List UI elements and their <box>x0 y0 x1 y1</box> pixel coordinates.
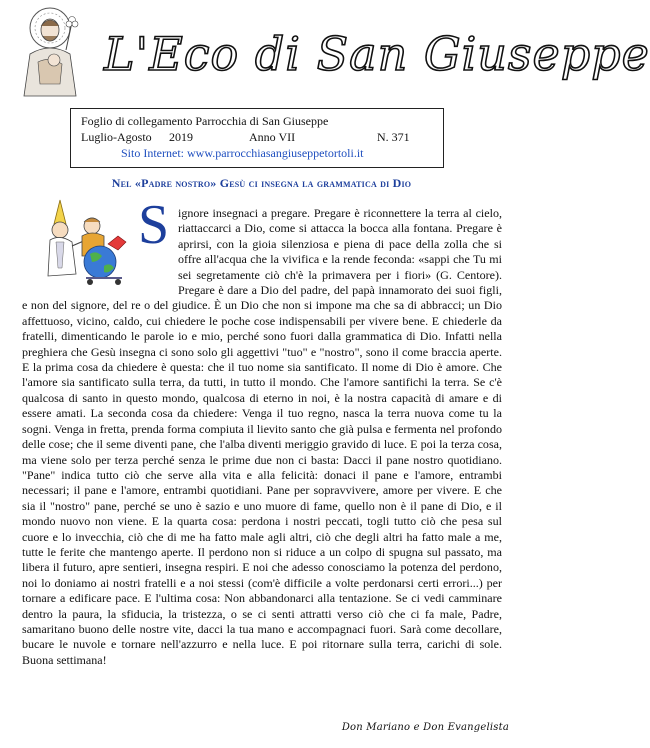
article-title: Nel «Padre nostro» Gesù ci insegna la grammatica di Dio <box>111 176 412 190</box>
masthead-title: L'Eco di San Giuseppe <box>104 27 650 81</box>
saint-joseph-logo <box>10 4 90 100</box>
newsletter-header-box <box>70 108 444 168</box>
issue-period: Luglio-Agosto <box>81 130 152 144</box>
website-link[interactable]: www.parrocchiasangiuseppetortoli.it <box>187 146 364 160</box>
article-signature: Don Mariano e Don Evangelista <box>341 722 509 733</box>
issue-year: 2019 <box>169 130 193 144</box>
newsletter-subtitle: Foglio di collegamento Parrocchia di San Giuseppe <box>81 114 329 128</box>
illustration-spacer <box>22 206 178 284</box>
issue-number: N. 371 <box>377 130 410 144</box>
issue-volume: Anno VII <box>249 130 296 144</box>
article-dropcap: S <box>138 194 170 256</box>
article-body-text: ignore insegnaci a pregare. Pregare è riconnettere la terra al cielo, riattaccarci a Dio, come si attacca la bocca alla fontana. Pregare è aprirsi, con la gioia silenziosa e piena di pace della zolla che si offre all'acqua che la vivifica e la rende feconda: «sappi che Tu mi sei segretamente ciò ch'è la primavera per i fiori» (G. Centore). Pregare è dare a Dio del padre, del papà innamorato dei suoi figli, e non del signore, del re o del giudice. È un Dio che non si impone ma che sa di abbracci; un Dio affettuoso, vicino, caldo, cui chiedere le poche cose indispensabili per vivere bene. E chiederle da fratelli, dimenticando le parole io e mio, perché sono fuori dalla grammatica di Dio. Infatti nella preghiera che Gesù insegna ci sono solo gli aggettivi "tuo" e "nostro", sono il come braccia aperte. E la prima cosa da chiedere è questa: che il tuo nome sia santificato. Il nome di Dio è amore. Che l'amore sia santificato sulla terra, da tutti, in tutto il mondo. Che l'amore santifichi la terra. Se c'è qualcosa di santo in questo mondo, qualcosa di eterno in noi, è la nostra capacità di amare e di essere amati. La seconda cosa da chiedere: Venga il tuo regno, nasca la terra nuova come tu la sogni. Venga in fretta, prenda forma compiuta il lievito santo che già pulsa e fermenta nel profondo delle cose; che il seme diventi pane, che l'alba diventi meriggio gravido di luce. E poi la terza cosa, ma viene solo per terza perché senza le prime due non ci basta: Dacci il pane nostro quotidiano. "Pane" indica tutto ciò che serve alla vita e alla felicità: donaci il pane e l'amore, entrambi necessari; il pane e l'amore, entrambi quotidiani. Pane per sopravvivere, amore per vivere. E che sia il "nostro" pane, perché se uno è sazio e uno muore di fame, quello non è il pane di Dio, e il mondo nuovo non viene. E la quarta cosa: perdona i nostri peccati, togli tutto ciò che pesa sul cuore e lo invecchia, ciò che di me ha fatto male agli altri, ciò che degli altri ha fatto male a me, tutte le ferite che mantengo aperte. Il perdono non si riduce a un colpo di spugna sul passato, ma libera il futuro, apre sentieri, insegna respiri. E noi che adesso conosciamo la potenza del perdono, noi lo doniamo ai nostri fratelli e a noi stessi (com'è difficile a volte perdonarsi certi errori...) per tornare a edificare pace. E l'ultima cosa: Non abbandonarci alla tentazione. Se ci vedi camminare dentro la paura, la sfiducia, la tristezza, o se ci senti attratti verso ciò che ci fa male, Padre, samaritano buono delle nostre vite, dacci la tua mano e accompagnaci fuori. Sarà come decollare, bucare le nuvole e tornare nell'azzurro e nella luce. E poi ritornare sulla terra, carichi di sole. Buona settimana! <box>22 206 502 667</box>
article-body <box>22 206 502 668</box>
website-label: Sito Internet: <box>121 146 184 160</box>
website-row <box>121 146 364 161</box>
